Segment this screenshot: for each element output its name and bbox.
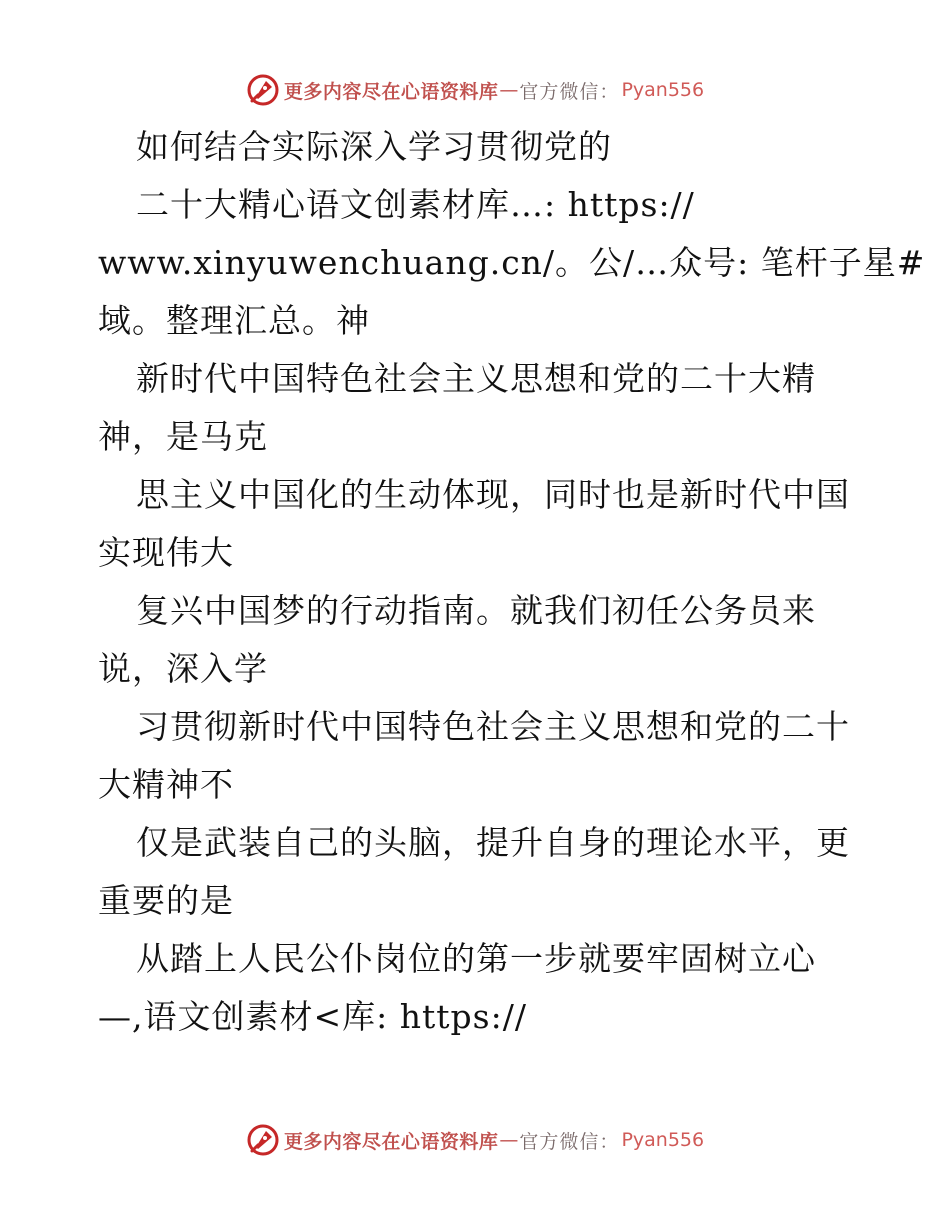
- body-line: 习贯彻新时代中国特色社会主义思想和党的二十: [136, 707, 850, 746]
- footer-banner: [0, 1118, 950, 1162]
- body-line: 思主义中国化的生动体现，同时也是新时代中国: [136, 475, 850, 514]
- header-banner-dash: —: [499, 79, 519, 101]
- body-line: 说，深入学: [98, 649, 268, 688]
- body-line: —,语文创素材<库: https://: [98, 997, 527, 1036]
- body-line: 仅是武装自己的头脑，提升自身的理论水平，更: [136, 823, 850, 862]
- body-line: 神，是马克: [98, 417, 268, 456]
- document-body: [98, 118, 926, 1046]
- pen-nib-logo-icon: [246, 1123, 280, 1157]
- body-line: 大精神不: [98, 765, 234, 804]
- header-banner-title: 更多内容尽在心语资料库: [283, 80, 499, 103]
- pen-nib-logo-icon: [246, 73, 280, 107]
- body-line: www.xinyuwenchuang.cn/。公/…众号: 笔杆子星#: [98, 243, 926, 282]
- footer-banner-wechat-id: Pyan556: [621, 1129, 705, 1151]
- footer-banner-dash: —: [499, 1129, 519, 1151]
- body-line: 新时代中国特色社会主义思想和党的二十大精: [136, 359, 816, 398]
- body-line: 如何结合实际深入学习贯彻党的: [136, 127, 612, 166]
- header-banner: [0, 68, 950, 112]
- body-line: 复兴中国梦的行动指南。就我们初任公务员来: [136, 591, 816, 630]
- body-line: 重要的是: [98, 881, 234, 920]
- body-line: 从踏上人民公仆岗位的第一步就要牢固树立心: [136, 939, 816, 978]
- header-banner-wechat-id: Pyan556: [621, 79, 705, 101]
- body-line: 域。整理汇总。神: [98, 301, 370, 340]
- footer-banner-title: 更多内容尽在心语资料库: [283, 1130, 499, 1153]
- body-line: 二十大精心语文创素材库…: https://: [136, 185, 695, 224]
- header-banner-wechat-label: 官方微信：: [519, 80, 620, 103]
- body-line: 实现伟大: [98, 533, 234, 572]
- footer-banner-wechat-label: 官方微信：: [519, 1130, 620, 1153]
